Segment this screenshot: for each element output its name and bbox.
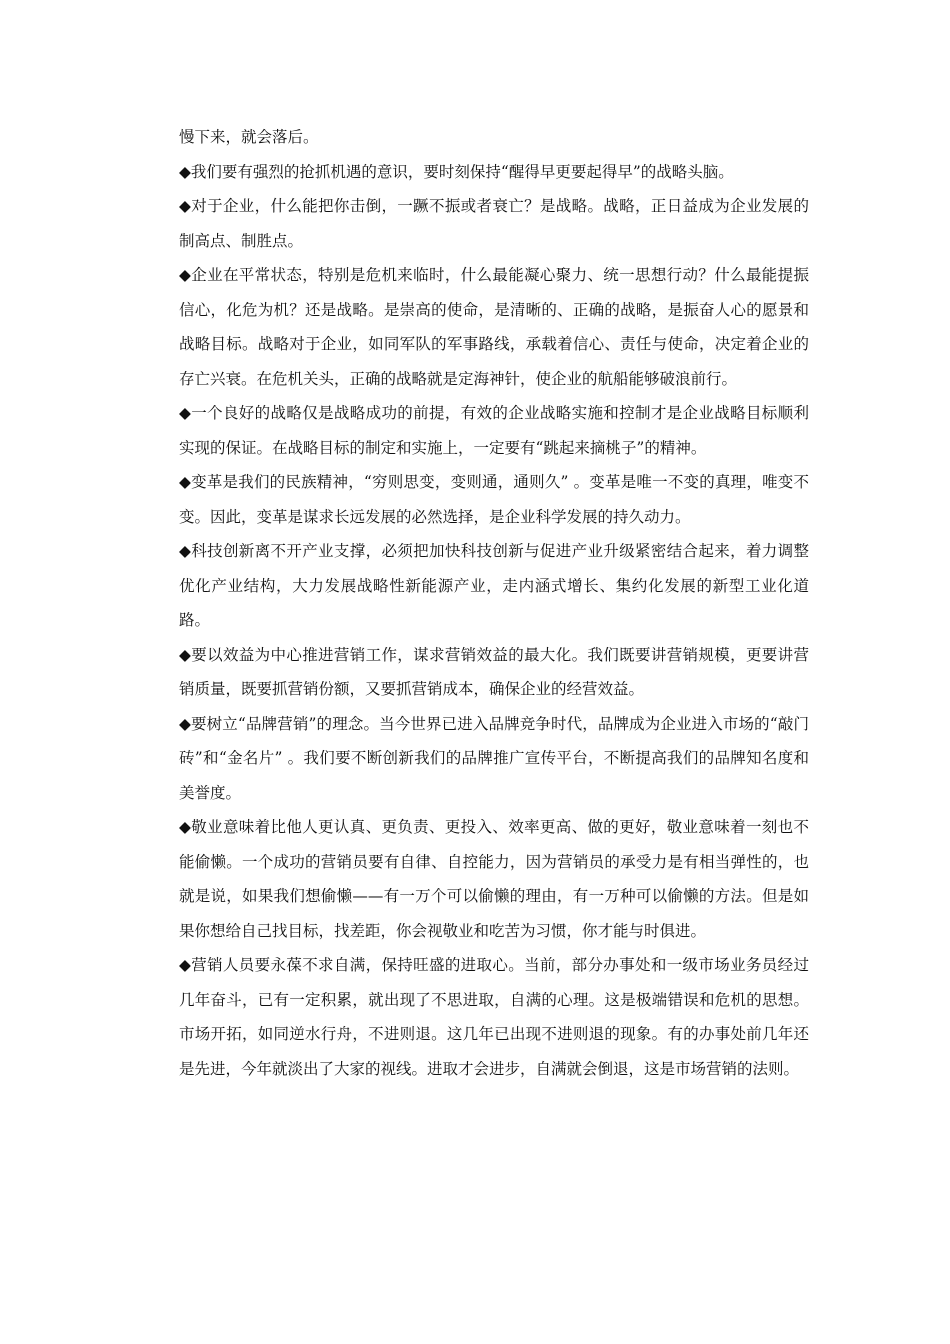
paragraph-strategy: ◆对于企业，什么能把你击倒，一蹶不振或者衰亡？是战略。战略，正日益成为企业发展的制高点、制胜点。 bbox=[179, 197, 809, 250]
body-text bbox=[179, 120, 809, 1086]
paragraph-innovation: ◆科技创新离不开产业支撑，必须把加快科技创新与促进产业升级紧密结合起来，着力调整优化产业结构，大力发展战略性新能源产业，走内涵式增长、集约化发展的新型工业化道路。 bbox=[179, 542, 809, 629]
paragraph-reform: ◆变革是我们的民族精神，“穷则思变，变则通，通则久” 。变革是唯一不变的真理，唯变不变。因此，变革是谋求长远发展的必然选择，是企业科学发展的持久动力。 bbox=[179, 473, 809, 526]
paragraph-crisis-strategy: ◆企业在平常状态，特别是危机来临时，什么最能凝心聚力、统一思想行动？什么最能提振信心，化危为机？还是战略。是崇高的使命，是清晰的、正确的战略，是振奋人心的愿景和战略目标。战略对于企业，如同军队的军事路线，承载着信心、责任与使命，决定着企业的存亡兴衰。在危机关头，正确的战略就是定海神针，使企业的航船能够破浪前行。 bbox=[179, 266, 809, 388]
paragraph-strategy-implementation: ◆一个良好的战略仅是战略成功的前提，有效的企业战略实施和控制才是企业战略目标顺利实现的保证。在战略目标的制定和实施上，一定要有“跳起来摘桃子”的精神。 bbox=[179, 404, 809, 457]
paragraph-continuation: 慢下来，就会落后。 bbox=[179, 128, 319, 146]
paragraph-efficiency: ◆要以效益为中心推进营销工作，谋求营销效益的最大化。我们既要讲营销规模，更要讲营销质量，既要抓营销份额，又要抓营销成本，确保企业的经营效益。 bbox=[179, 645, 809, 698]
paragraph-brand-marketing: ◆要树立“品牌营销”的理念。当今世界已进入品牌竞争时代，品牌成为企业进入市场的“敲门砖”和“金名片” 。我们要不断创新我们的品牌推广宣传平台，不断提高我们的品牌知名度和美誉度。 bbox=[179, 714, 809, 802]
paragraph-opportunity: ◆我们要有强烈的抢抓机遇的意识，要时刻保持“醒得早更要起得早”的战略头脑。 bbox=[179, 162, 734, 181]
paragraph-dedication: ◆敬业意味着比他人更认真、更负责、更投入、效率更高、做的更好，敬业意味着一刻也不能偷懒。一个成功的营销员要有自律、自控能力，因为营销员的承受力是有相当弹性的，也就是说，如果我们想偷懒——有一万个可以偷懒的理由，有一万种可以偷懒的方法。但是如果你想给自己找目标，找差距，你会视敬业和吃苦为习惯，你才能与时俱进。 bbox=[179, 818, 809, 940]
paragraph-enterprising: ◆营销人员要永葆不求自满，保持旺盛的进取心。当前，部分办事处和一级市场业务员经过几年奋斗，已有一定积累，就出现了不思进取，自满的心理。这是极端错误和危机的思想。市场开拓，如同逆水行舟，不进则退。这几年已出现不进则退的现象。有的办事处前几年还是先进，今年就淡出了大家的视线。进取才会进步，自满就会倒退，这是市场营销的法则。 bbox=[179, 956, 809, 1078]
